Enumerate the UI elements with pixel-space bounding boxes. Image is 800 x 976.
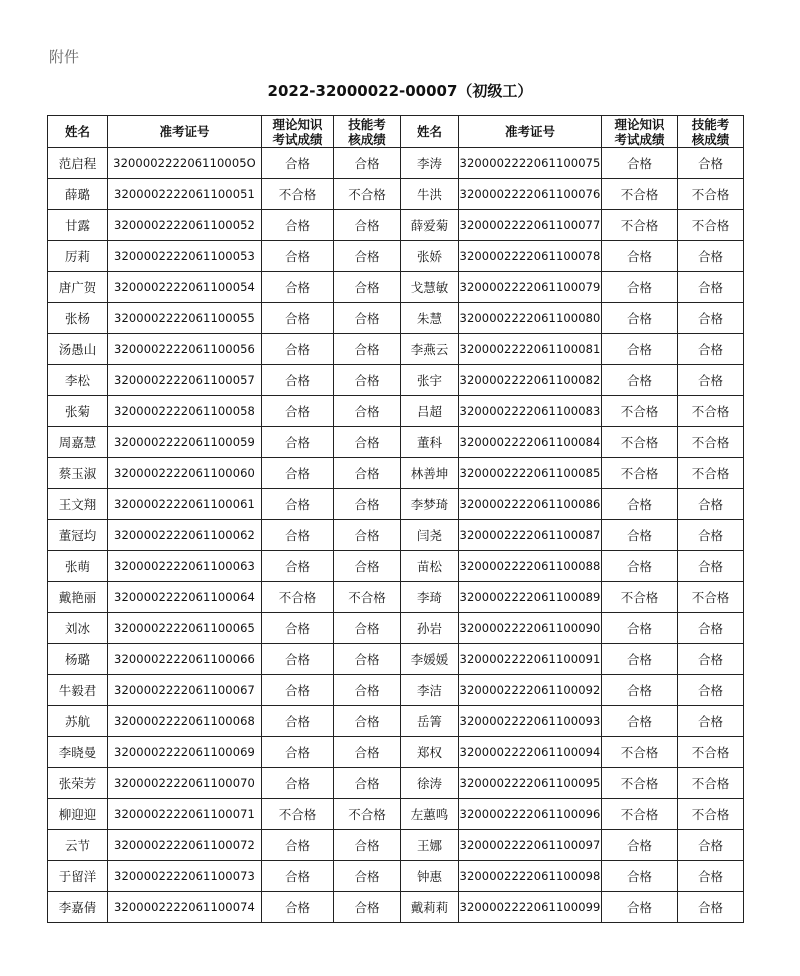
name-cell: 蔡玉淑 (48, 458, 108, 489)
theory-result-cell: 合格 (602, 303, 678, 334)
theory-result-cell: 合格 (262, 241, 334, 272)
ticket-number-cell: 3200002222061100052 (108, 210, 262, 241)
name-cell: 苏航 (48, 706, 108, 737)
header-name-left: 姓名 (48, 116, 108, 148)
ticket-number-cell: 3200002222061100093 (459, 706, 602, 737)
ticket-number-cell: 3200002222061100057 (108, 365, 262, 396)
name-cell: 牛洪 (401, 179, 459, 210)
header-theory-line1: 理论知识 (272, 116, 323, 132)
header-theory-line2: 考试成绩 (272, 131, 323, 147)
header-theory-right (602, 116, 678, 148)
theory-result-cell: 合格 (262, 520, 334, 551)
skill-result-cell: 不合格 (678, 179, 744, 210)
ticket-number-cell: 3200002222061100082 (459, 365, 602, 396)
theory-result-cell: 合格 (262, 830, 334, 861)
theory-result-cell: 不合格 (602, 799, 678, 830)
skill-result-cell: 合格 (678, 489, 744, 520)
ticket-number-cell: 3200002222061100054 (108, 272, 262, 303)
theory-result-cell: 合格 (602, 520, 678, 551)
ticket-number-cell: 3200002222061100055 (108, 303, 262, 334)
name-cell: 范启程 (48, 148, 108, 179)
name-cell: 岳箐 (401, 706, 459, 737)
theory-result-cell: 合格 (262, 861, 334, 892)
table-row (48, 396, 744, 427)
skill-result-cell: 合格 (334, 675, 401, 706)
header-skill-right (678, 116, 744, 148)
table-row (48, 675, 744, 706)
theory-result-cell: 合格 (602, 830, 678, 861)
name-cell: 李燕云 (401, 334, 459, 365)
theory-result-cell: 合格 (262, 551, 334, 582)
theory-result-cell: 合格 (262, 675, 334, 706)
table-row (48, 613, 744, 644)
name-cell: 李梦琦 (401, 489, 459, 520)
ticket-number-cell: 3200002222061100076 (459, 179, 602, 210)
skill-result-cell: 不合格 (678, 458, 744, 489)
ticket-number-cell: 3200002222061100095 (459, 768, 602, 799)
theory-result-cell: 合格 (262, 644, 334, 675)
skill-result-cell: 合格 (678, 613, 744, 644)
ticket-number-cell: 3200002222061100063 (108, 551, 262, 582)
ticket-number-cell: 3200002222061100092 (459, 675, 602, 706)
header-theory-line2: 考试成绩 (614, 131, 665, 147)
ticket-number-cell: 3200002222061100071 (108, 799, 262, 830)
name-cell: 钟惠 (401, 861, 459, 892)
name-cell: 李嘉倩 (48, 892, 108, 923)
name-cell: 刘冰 (48, 613, 108, 644)
name-cell: 牛毅君 (48, 675, 108, 706)
skill-result-cell: 合格 (334, 551, 401, 582)
theory-result-cell: 合格 (602, 675, 678, 706)
table-row (48, 768, 744, 799)
theory-result-cell: 不合格 (602, 210, 678, 241)
ticket-number-cell: 3200002222061100064 (108, 582, 262, 613)
table-header-row (48, 116, 744, 148)
name-cell: 李涛 (401, 148, 459, 179)
skill-result-cell: 合格 (678, 520, 744, 551)
skill-result-cell: 合格 (334, 148, 401, 179)
ticket-number-cell: 3200002222061100060 (108, 458, 262, 489)
skill-result-cell: 合格 (678, 892, 744, 923)
theory-result-cell: 合格 (602, 365, 678, 396)
name-cell: 甘露 (48, 210, 108, 241)
theory-result-cell: 不合格 (602, 427, 678, 458)
name-cell: 张菊 (48, 396, 108, 427)
ticket-number-cell: 3200002222061100087 (459, 520, 602, 551)
table-row (48, 830, 744, 861)
ticket-number-cell: 3200002222061100073 (108, 861, 262, 892)
name-cell: 孙岩 (401, 613, 459, 644)
name-cell: 吕超 (401, 396, 459, 427)
theory-result-cell: 合格 (602, 148, 678, 179)
name-cell: 唐广贺 (48, 272, 108, 303)
ticket-number-cell: 3200002222061100074 (108, 892, 262, 923)
ticket-number-cell: 3200002222061100070 (108, 768, 262, 799)
skill-result-cell: 合格 (334, 892, 401, 923)
skill-result-cell: 合格 (334, 737, 401, 768)
skill-result-cell: 合格 (334, 520, 401, 551)
table-row (48, 706, 744, 737)
theory-result-cell: 合格 (602, 613, 678, 644)
table-row (48, 365, 744, 396)
ticket-number-cell: 3200002222061100091 (459, 644, 602, 675)
name-cell: 李松 (48, 365, 108, 396)
table-row (48, 458, 744, 489)
theory-result-cell: 合格 (602, 706, 678, 737)
name-cell: 戴莉莉 (401, 892, 459, 923)
skill-result-cell: 合格 (678, 830, 744, 861)
header-skill-line1: 技能考 (691, 116, 730, 132)
name-cell: 李琦 (401, 582, 459, 613)
name-cell: 柳迎迎 (48, 799, 108, 830)
name-cell: 郑权 (401, 737, 459, 768)
table-row (48, 272, 744, 303)
header-skill-line2: 核成绩 (691, 131, 730, 147)
theory-result-cell: 合格 (602, 644, 678, 675)
theory-result-cell: 合格 (262, 396, 334, 427)
name-cell: 苗松 (401, 551, 459, 582)
skill-result-cell: 合格 (334, 365, 401, 396)
ticket-number-cell: 3200002222061100068 (108, 706, 262, 737)
name-cell: 周嘉慧 (48, 427, 108, 458)
ticket-number-cell: 320000222206110005O (108, 148, 262, 179)
table-row (48, 210, 744, 241)
skill-result-cell: 合格 (334, 489, 401, 520)
name-cell: 杨璐 (48, 644, 108, 675)
ticket-number-cell: 3200002222061100089 (459, 582, 602, 613)
table-row (48, 582, 744, 613)
ticket-number-cell: 3200002222061100098 (459, 861, 602, 892)
skill-result-cell: 合格 (678, 551, 744, 582)
ticket-number-cell: 3200002222061100053 (108, 241, 262, 272)
name-cell: 云节 (48, 830, 108, 861)
header-ticket-left: 准考证号 (108, 116, 262, 148)
table-row (48, 148, 744, 179)
ticket-number-cell: 3200002222061100072 (108, 830, 262, 861)
name-cell: 王文翔 (48, 489, 108, 520)
document-title: 2022-32000022-00007（初级工） (267, 82, 533, 100)
theory-result-cell: 合格 (602, 489, 678, 520)
skill-result-cell: 不合格 (334, 582, 401, 613)
name-cell: 薛爱菊 (401, 210, 459, 241)
theory-result-cell: 合格 (262, 892, 334, 923)
attachment-label: 附件 (49, 48, 80, 66)
skill-result-cell: 合格 (334, 303, 401, 334)
name-cell: 林善坤 (401, 458, 459, 489)
table-row (48, 334, 744, 365)
skill-result-cell: 不合格 (678, 737, 744, 768)
skill-result-cell: 不合格 (678, 210, 744, 241)
name-cell: 左蕙鸣 (401, 799, 459, 830)
theory-result-cell: 不合格 (602, 737, 678, 768)
skill-result-cell: 合格 (334, 427, 401, 458)
name-cell: 张娇 (401, 241, 459, 272)
ticket-number-cell: 3200002222061100061 (108, 489, 262, 520)
ticket-number-cell: 3200002222061100088 (459, 551, 602, 582)
skill-result-cell: 合格 (678, 272, 744, 303)
theory-result-cell: 不合格 (262, 179, 334, 210)
table-row (48, 520, 744, 551)
header-skill-line1: 技能考 (348, 116, 386, 132)
ticket-number-cell: 3200002222061100096 (459, 799, 602, 830)
name-cell: 朱慧 (401, 303, 459, 334)
table-row (48, 644, 744, 675)
theory-result-cell: 不合格 (262, 799, 334, 830)
table-row (48, 737, 744, 768)
name-cell: 张宇 (401, 365, 459, 396)
table-row (48, 892, 744, 923)
table-body (48, 148, 744, 923)
score-table (47, 115, 744, 923)
theory-result-cell: 不合格 (602, 768, 678, 799)
theory-result-cell: 合格 (602, 551, 678, 582)
skill-result-cell: 合格 (334, 241, 401, 272)
theory-result-cell: 合格 (262, 210, 334, 241)
theory-result-cell: 合格 (262, 768, 334, 799)
skill-result-cell: 合格 (334, 458, 401, 489)
skill-result-cell: 合格 (334, 706, 401, 737)
theory-result-cell: 不合格 (262, 582, 334, 613)
table-row (48, 179, 744, 210)
theory-result-cell: 合格 (262, 148, 334, 179)
ticket-number-cell: 3200002222061100083 (459, 396, 602, 427)
theory-result-cell: 合格 (602, 892, 678, 923)
skill-result-cell: 合格 (678, 241, 744, 272)
ticket-number-cell: 3200002222061100086 (459, 489, 602, 520)
table-row (48, 551, 744, 582)
theory-result-cell: 不合格 (602, 458, 678, 489)
ticket-number-cell: 3200002222061100078 (459, 241, 602, 272)
ticket-number-cell: 3200002222061100099 (459, 892, 602, 923)
ticket-number-cell: 3200002222061100069 (108, 737, 262, 768)
theory-result-cell: 合格 (262, 334, 334, 365)
ticket-number-cell: 3200002222061100067 (108, 675, 262, 706)
skill-result-cell: 合格 (334, 613, 401, 644)
theory-result-cell: 合格 (262, 613, 334, 644)
theory-result-cell: 合格 (602, 334, 678, 365)
name-cell: 戈慧敏 (401, 272, 459, 303)
name-cell: 徐涛 (401, 768, 459, 799)
ticket-number-cell: 3200002222061100062 (108, 520, 262, 551)
name-cell: 闫尧 (401, 520, 459, 551)
theory-result-cell: 合格 (602, 861, 678, 892)
table-row (48, 303, 744, 334)
ticket-number-cell: 3200002222061100080 (459, 303, 602, 334)
skill-result-cell: 不合格 (678, 427, 744, 458)
name-cell: 董科 (401, 427, 459, 458)
skill-result-cell: 合格 (334, 334, 401, 365)
ticket-number-cell: 3200002222061100097 (459, 830, 602, 861)
theory-result-cell: 合格 (602, 241, 678, 272)
skill-result-cell: 合格 (334, 861, 401, 892)
theory-result-cell: 合格 (262, 303, 334, 334)
ticket-number-cell: 3200002222061100084 (459, 427, 602, 458)
name-cell: 王娜 (401, 830, 459, 861)
skill-result-cell: 合格 (334, 396, 401, 427)
ticket-number-cell: 3200002222061100075 (459, 148, 602, 179)
skill-result-cell: 合格 (678, 148, 744, 179)
ticket-number-cell: 3200002222061100066 (108, 644, 262, 675)
name-cell: 董冠均 (48, 520, 108, 551)
theory-result-cell: 不合格 (602, 582, 678, 613)
skill-result-cell: 合格 (334, 644, 401, 675)
skill-result-cell: 不合格 (334, 179, 401, 210)
skill-result-cell: 不合格 (334, 799, 401, 830)
theory-result-cell: 不合格 (602, 179, 678, 210)
skill-result-cell: 合格 (678, 644, 744, 675)
skill-result-cell: 合格 (678, 334, 744, 365)
header-skill-left (334, 116, 401, 148)
ticket-number-cell: 3200002222061100065 (108, 613, 262, 644)
name-cell: 李洁 (401, 675, 459, 706)
theory-result-cell: 合格 (262, 706, 334, 737)
ticket-number-cell: 3200002222061100051 (108, 179, 262, 210)
name-cell: 张杨 (48, 303, 108, 334)
skill-result-cell: 合格 (678, 706, 744, 737)
skill-result-cell: 不合格 (678, 582, 744, 613)
table-row (48, 241, 744, 272)
table-row (48, 489, 744, 520)
theory-result-cell: 不合格 (602, 396, 678, 427)
ticket-number-cell: 3200002222061100094 (459, 737, 602, 768)
theory-result-cell: 合格 (262, 458, 334, 489)
skill-result-cell: 合格 (678, 303, 744, 334)
header-name-right: 姓名 (401, 116, 459, 148)
name-cell: 厉莉 (48, 241, 108, 272)
name-cell: 于留洋 (48, 861, 108, 892)
header-ticket-right: 准考证号 (459, 116, 602, 148)
skill-result-cell: 合格 (334, 272, 401, 303)
ticket-number-cell: 3200002222061100058 (108, 396, 262, 427)
theory-result-cell: 合格 (262, 427, 334, 458)
name-cell: 张荣芳 (48, 768, 108, 799)
theory-result-cell: 合格 (262, 489, 334, 520)
ticket-number-cell: 3200002222061100090 (459, 613, 602, 644)
skill-result-cell: 合格 (678, 861, 744, 892)
ticket-number-cell: 3200002222061100079 (459, 272, 602, 303)
header-theory-line1: 理论知识 (614, 116, 665, 132)
ticket-number-cell: 3200002222061100056 (108, 334, 262, 365)
table-row (48, 861, 744, 892)
skill-result-cell: 合格 (678, 675, 744, 706)
header-theory-left (262, 116, 334, 148)
name-cell: 薛璐 (48, 179, 108, 210)
name-cell: 汤愚山 (48, 334, 108, 365)
ticket-number-cell: 3200002222061100077 (459, 210, 602, 241)
skill-result-cell: 不合格 (678, 396, 744, 427)
table-row (48, 427, 744, 458)
table-row (48, 799, 744, 830)
theory-result-cell: 合格 (262, 272, 334, 303)
ticket-number-cell: 3200002222061100081 (459, 334, 602, 365)
skill-result-cell: 合格 (678, 365, 744, 396)
skill-result-cell: 不合格 (678, 768, 744, 799)
skill-result-cell: 合格 (334, 768, 401, 799)
name-cell: 李晓曼 (48, 737, 108, 768)
name-cell: 张萌 (48, 551, 108, 582)
ticket-number-cell: 3200002222061100085 (459, 458, 602, 489)
theory-result-cell: 合格 (262, 365, 334, 396)
theory-result-cell: 合格 (262, 737, 334, 768)
skill-result-cell: 不合格 (678, 799, 744, 830)
ticket-number-cell: 3200002222061100059 (108, 427, 262, 458)
skill-result-cell: 合格 (334, 210, 401, 241)
skill-result-cell: 合格 (334, 830, 401, 861)
header-skill-line2: 核成绩 (348, 131, 386, 147)
theory-result-cell: 合格 (602, 272, 678, 303)
name-cell: 戴艳丽 (48, 582, 108, 613)
name-cell: 李媛媛 (401, 644, 459, 675)
